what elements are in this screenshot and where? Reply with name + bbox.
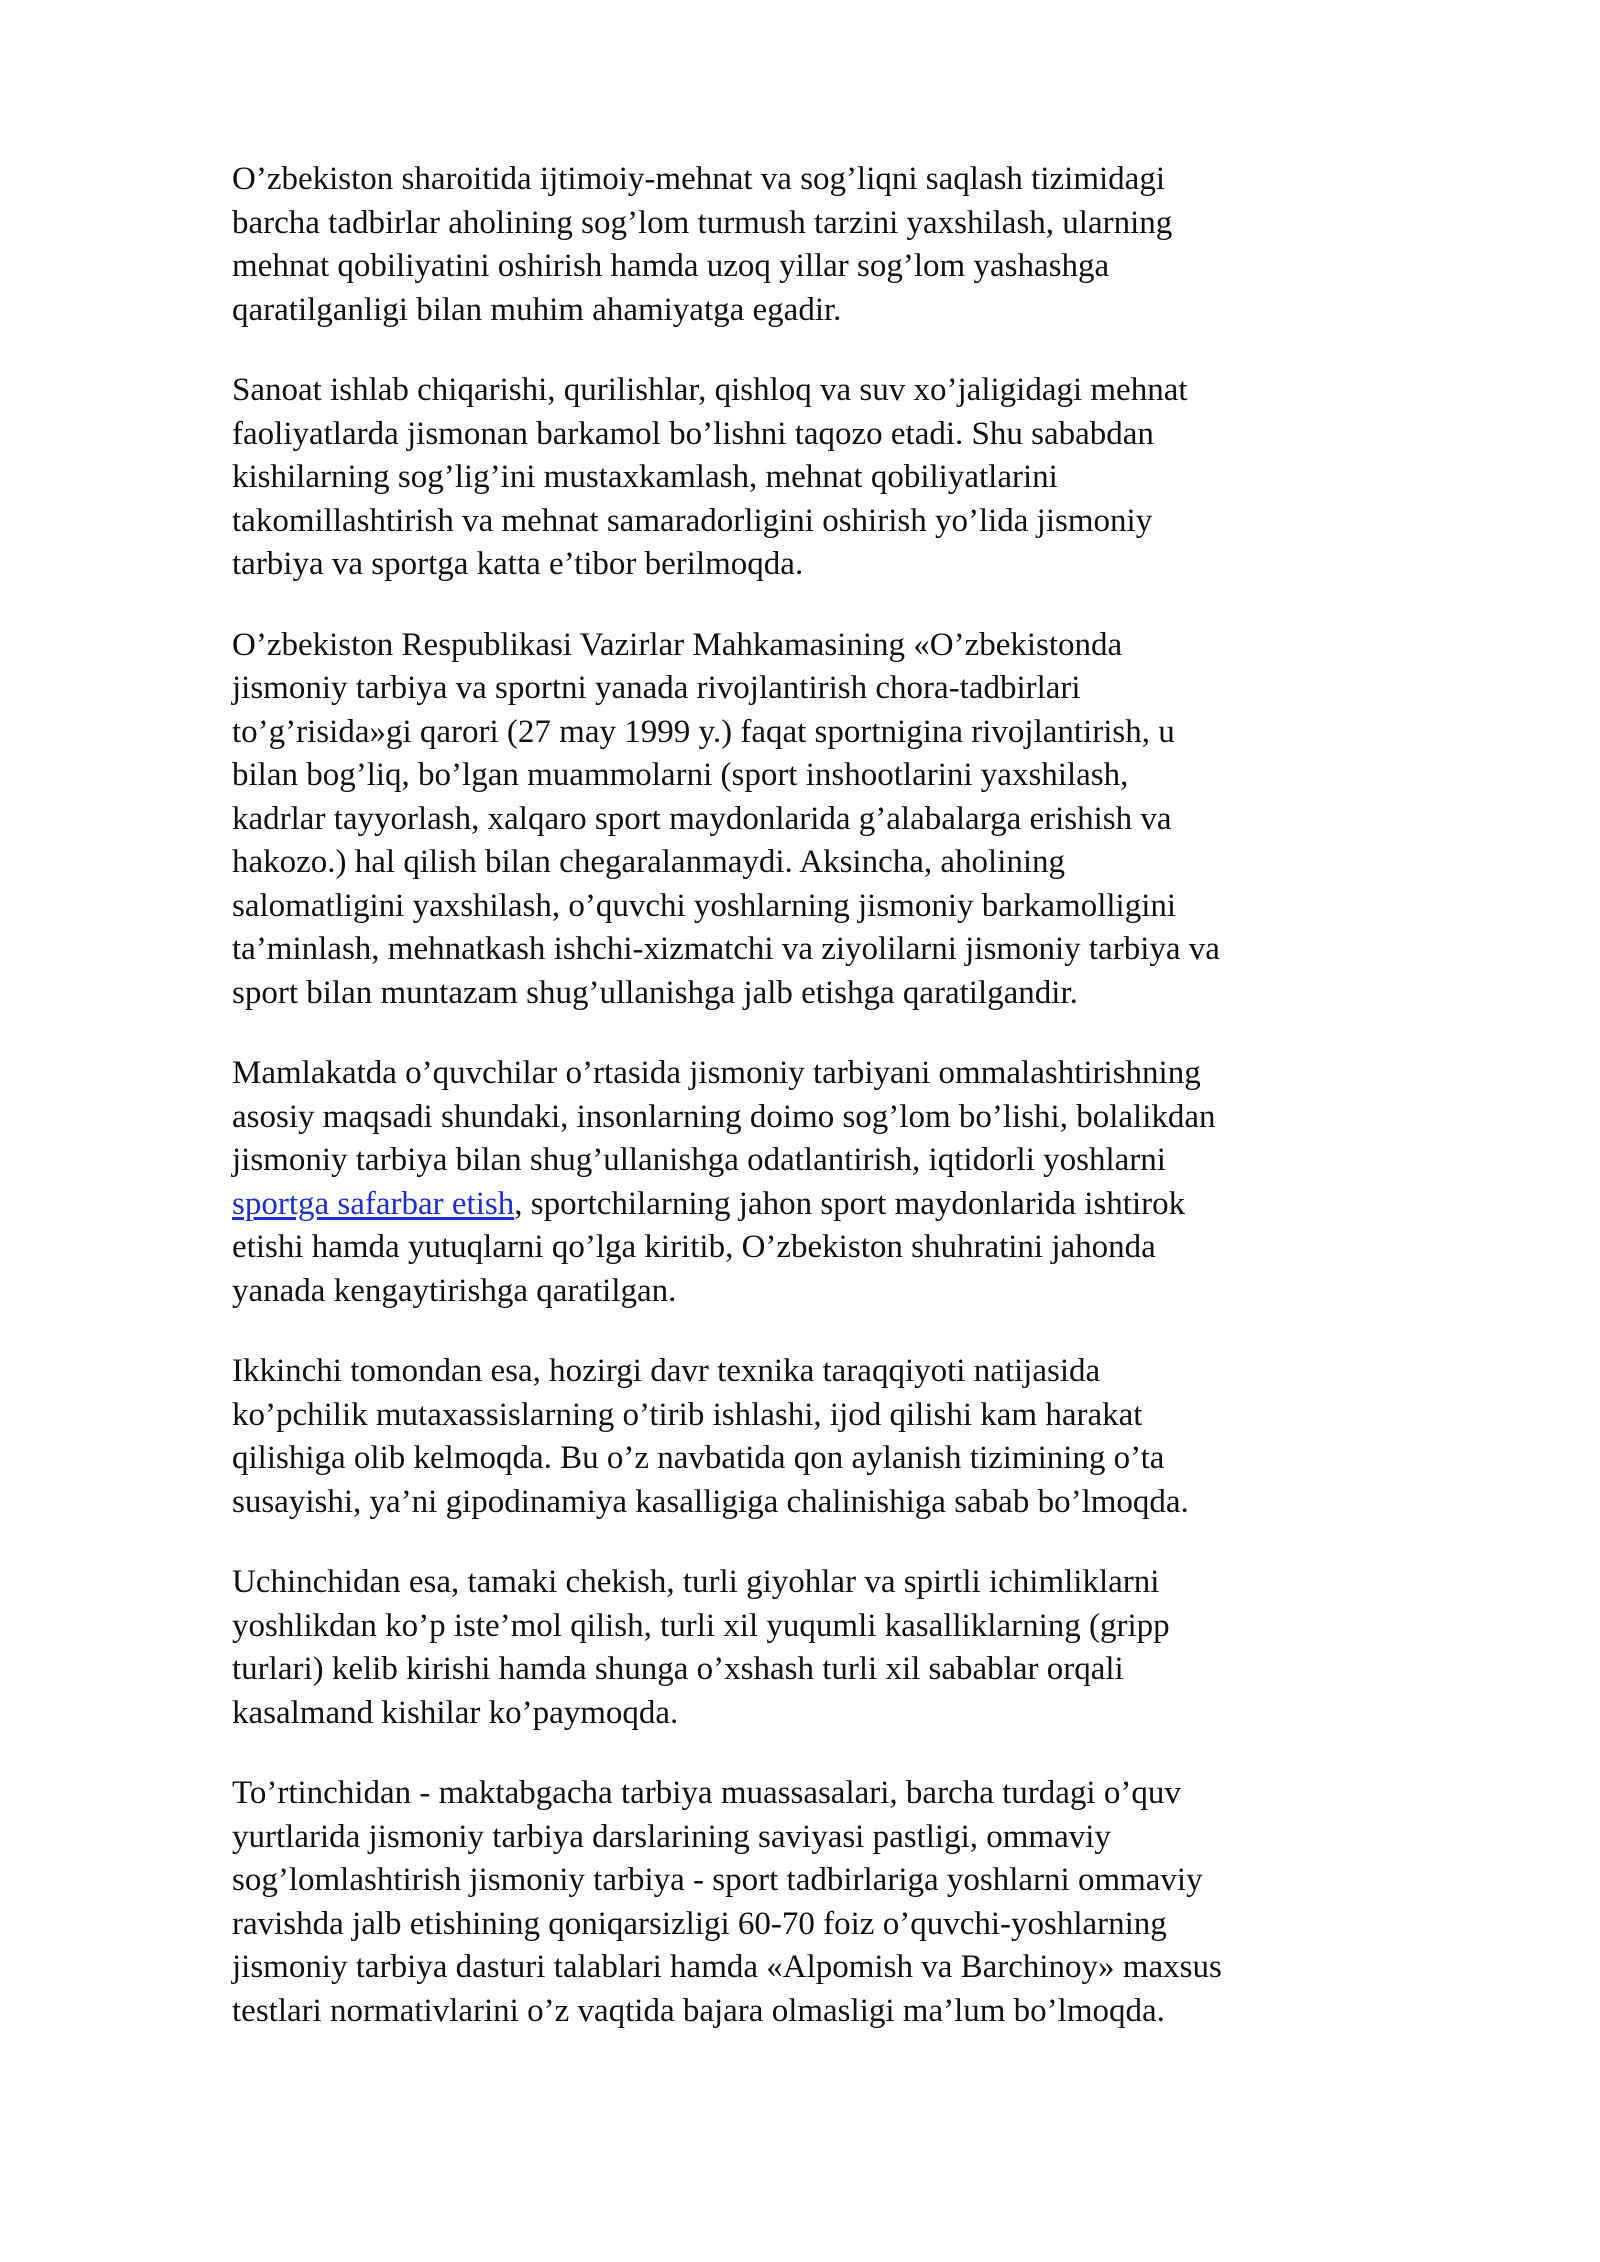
text-line: ta’minlash, mehnatkash ishchi-xizmatchi va ziyolilarni jismoniy tarbiya va <box>232 931 1220 967</box>
text-line: yurtlarida jismoniy tarbiya darslarining saviyasi pastligi, ommaviy <box>232 1818 1111 1855</box>
sportga-safarbar-etish-link[interactable]: sportga safarbar etish <box>232 1185 515 1222</box>
text-line: kasalmand kishilar ko’paymoqda. <box>232 1694 679 1731</box>
text-line: to’g’risida»gi qarori (27 may 1999 y.) faqat sportnigina rivojlantirish, u <box>232 713 1175 750</box>
text-line: faoliyatlarda jismonan barkamol bo’lishni taqozo etadi. Shu sababdan <box>232 415 1154 452</box>
paragraph-1 <box>232 158 1412 332</box>
text-line: salomatligini yaxshilash, o’quvchi yoshlarning jismoniy barkamolligini <box>232 887 1177 924</box>
text-line: takomillashtirish va mehnat samaradorligini oshirish yo’lida jismoniy <box>232 502 1153 539</box>
text-line: To’rtinchidan - maktabgacha tarbiya muassasalari, barcha turdagi o’quv <box>232 1775 1181 1811</box>
text-line: qaratilganligi bilan muhim ahamiyatga egadir. <box>232 291 842 328</box>
paragraph-7 <box>232 1772 1412 2033</box>
text-line: sog’lomlashtirish jismoniy tarbiya - sport tadbirlariga yoshlarni ommaviy <box>232 1862 1203 1898</box>
text-line: asosiy maqsadi shundaki, insonlarning doimo sog’lom bo’lishi, bolalikdan <box>232 1098 1216 1135</box>
paragraph-2 <box>232 369 1412 587</box>
paragraph-5 <box>232 1350 1412 1524</box>
paragraph-4 <box>232 1052 1412 1313</box>
text-line: hakozo.) hal qilish bilan chegaralanmaydi. Aksincha, aholining <box>232 844 1066 880</box>
text-line: O’zbekiston Respublikasi Vazirlar Mahkamasining «O’zbekistonda <box>232 626 1123 663</box>
text-line: barcha tadbirlar aholining sog’lom turmush tarzini yaxshilash, ularning <box>232 204 1173 241</box>
text-line: Sanoat ishlab chiqarishi, qurilishlar, qishloq va suv xo’jaligidagi mehnat <box>232 372 1188 408</box>
paragraph-3 <box>232 624 1412 1016</box>
text-line: ravishda jalb etishining qoniqarsizligi 60-70 foiz o’quvchi-yoshlarning <box>232 1905 1167 1942</box>
text-line: susayishi, ya’ni gipodinamiya kasalligiga chalinishiga sabab bo’lmoqda. <box>232 1483 1189 1520</box>
paragraph-6 <box>232 1561 1412 1735</box>
text-line: jismoniy tarbiya dasturi talablari hamda «Alpomish va Barchinoy» maxsus <box>232 1949 1222 1985</box>
text-line: kishilarning sog’lig’ini mustaxkamlash, mehnat qobiliyatlarini <box>232 459 1058 495</box>
text-line: yanada kengaytirishga qaratilgan. <box>232 1272 677 1309</box>
text-line: turlari) kelib kirishi hamda shunga o’xshash turli xil sabablar orqali <box>232 1651 1124 1687</box>
text-line: bilan bog’liq, bo’lgan muammolarni (sport inshootlarini yaxshilash, <box>232 757 1129 793</box>
text-line: jismoniy tarbiya bilan shug’ullanishga odatlantirish, iqtidorli yoshlarni <box>232 1142 1166 1178</box>
text-line: yoshlikdan ko’p iste’mol qilish, turli xil yuqumli kasalliklarning (gripp <box>232 1607 1170 1644</box>
text-line: Ikkinchi tomondan esa, hozirgi davr texnika taraqqiyoti natijasida <box>232 1353 1101 1389</box>
text-line: ko’pchilik mutaxassislarning o’tirib ishlashi, ijod qilishi kam harakat <box>232 1396 1143 1433</box>
text-line: testlari normativlarini o’z vaqtida bajara olmasligi ma’lum bo’lmoqda. <box>232 1992 1165 2029</box>
text-line: qilishiga olib kelmoqda. Bu o’z navbatida qon aylanish tizimining o’ta <box>232 1440 1165 1476</box>
text-line: Mamlakatda o’quvchilar o’rtasida jismoniy tarbiyani ommalashtirishning <box>232 1055 1201 1091</box>
text-line: sport bilan muntazam shug’ullanishga jalb etishga qaratilgandir. <box>232 974 1078 1011</box>
text-line: jismoniy tarbiya va sportni yanada rivojlantirish chora-tadbirlari <box>232 670 1081 706</box>
document-page <box>232 158 1412 2070</box>
text-line: mehnat qobiliyatini oshirish hamda uzoq yillar sog’lom yashashga <box>232 248 1110 284</box>
text-line-with-link <box>232 1183 1412 1227</box>
text-line: Uchinchidan esa, tamaki chekish, turli giyohlar va spirtli ichimliklarni <box>232 1564 1160 1600</box>
link-line-continuation: , sportchilarning jahon sport maydonlarida ishtirok <box>514 1185 1186 1222</box>
text-line: O’zbekiston sharoitida ijtimoiy-mehnat va sog’liqni saqlash tizimidagi <box>232 161 1165 197</box>
text-line: kadrlar tayyorlash, xalqaro sport maydonlarida g’alabalarga erishish va <box>232 800 1172 837</box>
text-line: tarbiya va sportga katta e’tibor berilmoqda. <box>232 546 804 582</box>
text-line: etishi hamda yutuqlarni qo’lga kiritib, O’zbekiston shuhratini jahonda <box>232 1229 1156 1265</box>
